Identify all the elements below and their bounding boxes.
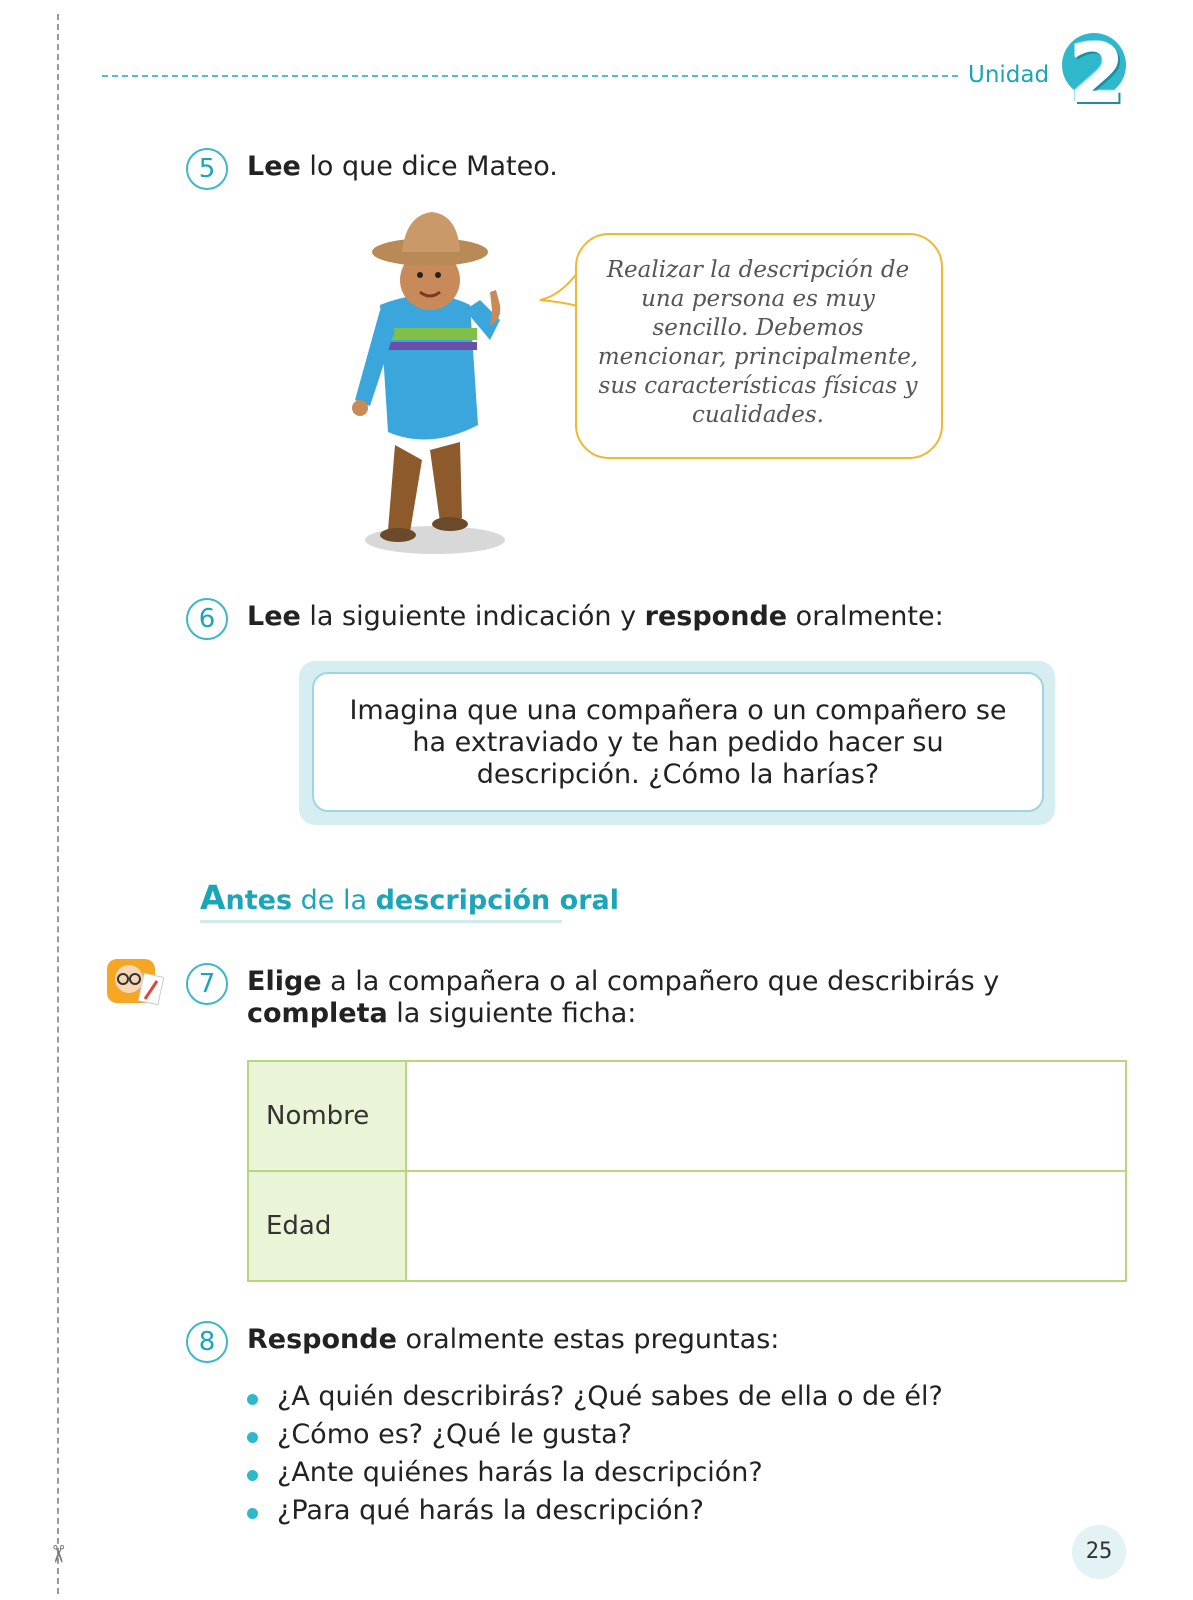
sweater (380, 295, 478, 440)
scissors-icon: ✂ (44, 1543, 73, 1565)
section-title-part3: descripción oral (375, 885, 619, 916)
question-list (247, 1378, 943, 1530)
section-title-part1: ntes (225, 885, 293, 916)
q8-verb: Responde (247, 1324, 397, 1355)
question-number-7: 7 (186, 963, 228, 1005)
q6-verb-respond: responde (644, 601, 788, 632)
q6-verb-read: Lee (247, 601, 301, 632)
form-field-age[interactable] (406, 1171, 1126, 1281)
mateo-illustration (340, 210, 530, 565)
question-number-6: 6 (186, 598, 228, 640)
unit-label: Unidad (968, 62, 1050, 88)
q7-instruction (247, 966, 1127, 1030)
left-eye (417, 272, 423, 278)
question-number-5: 5 (186, 148, 228, 190)
q6-text-mid: la siguiente indicación y (300, 601, 645, 632)
q7-verb-complete: completa (247, 998, 388, 1029)
q8-instruction (247, 1324, 779, 1355)
indication-text: Imagina que una compañera o un compañero se ha extraviado y te han pedido hacer su descripción. ¿Cómo la harías? (349, 695, 1007, 790)
header-dashed-rule (102, 75, 958, 77)
right-leg (430, 442, 462, 522)
q5-text: lo que dice Mateo. (300, 151, 558, 182)
form-row-age (248, 1171, 1126, 1281)
right-sandal (432, 517, 468, 531)
speech-bubble-text: Realizar la descripción de una persona es muy sencillo. Debemos mencionar, principalmente, sus características físicas y cualidades. (597, 257, 919, 428)
unit-number: 2 (1068, 27, 1126, 122)
section-title-part2: de la (292, 885, 376, 916)
q7-text-end: la siguiente ficha: (387, 998, 637, 1029)
question-number-8: 8 (186, 1321, 228, 1363)
list-item: ¿A quién describirás? ¿Qué sabes de ella o de él? (247, 1378, 943, 1416)
left-sandal (380, 528, 416, 542)
list-item: ¿Para qué harás la descripción? (247, 1492, 943, 1530)
right-eye (435, 272, 441, 278)
hat-crown (402, 212, 460, 252)
sweater-stripe-purple (382, 342, 477, 350)
q6-instruction (247, 601, 944, 632)
section-title-underline (200, 920, 562, 923)
list-item: ¿Cómo es? ¿Qué le gusta? (247, 1416, 943, 1454)
form-field-name[interactable] (406, 1061, 1126, 1171)
form-row-name (248, 1061, 1126, 1171)
q6-text-end: oralmente: (787, 601, 944, 632)
student-writing-icon (105, 955, 165, 1007)
form-label-name: Nombre (248, 1061, 406, 1171)
q5-verb: Lee (247, 151, 301, 182)
form-label-age: Edad (248, 1171, 406, 1281)
q7-text-mid: a la compañera o al compañero que describirás y (321, 966, 1000, 997)
left-hand (352, 400, 368, 416)
student-form (247, 1060, 1127, 1282)
left-leg (388, 445, 422, 532)
q8-text: oralmente estas preguntas: (396, 1324, 780, 1355)
q7-verb-choose: Elige (247, 966, 322, 997)
list-item: ¿Ante quiénes harás la descripción? (247, 1454, 943, 1492)
section-title-initial: A (200, 878, 226, 917)
sweater-stripe-green (382, 328, 477, 340)
cut-line (57, 14, 59, 1594)
q5-instruction (247, 151, 558, 182)
section-title (200, 878, 619, 917)
page-number: 25 (1072, 1525, 1126, 1579)
